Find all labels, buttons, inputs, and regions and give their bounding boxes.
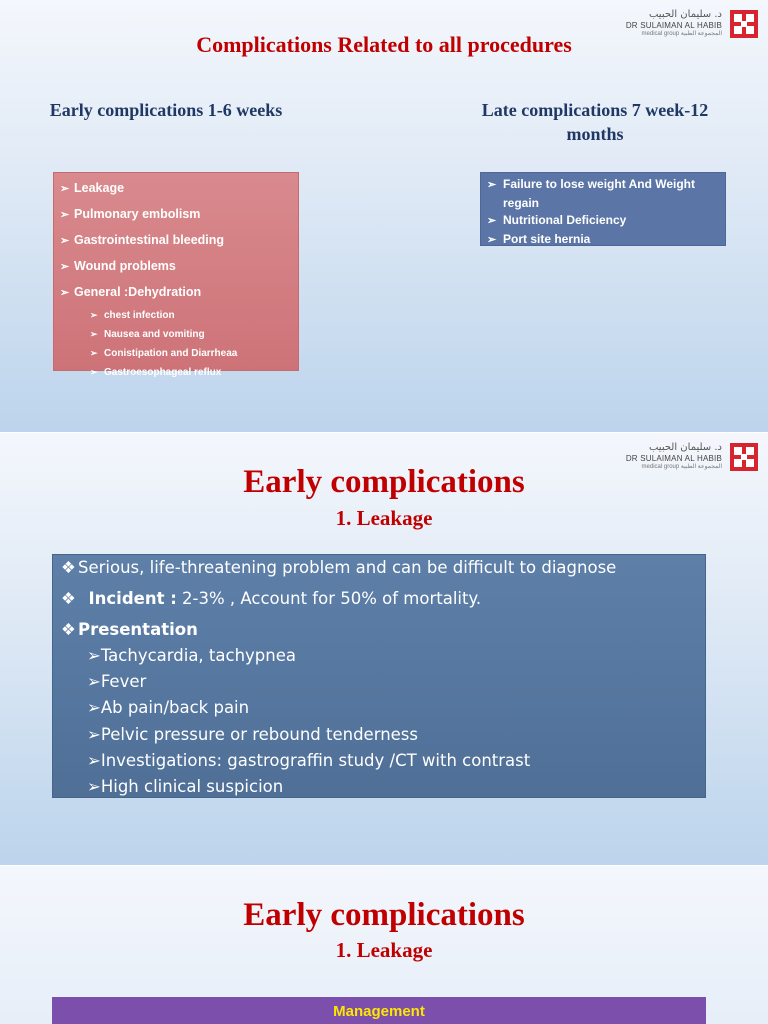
sub-list-item: ➢Fever <box>87 672 147 692</box>
arrow-bullet-icon: ➢ <box>60 261 70 273</box>
arrow-bullet-icon: ➢ <box>90 348 98 358</box>
diamond-bullet-icon: ❖ <box>61 558 76 577</box>
arrow-bullet-icon: ➢ <box>60 183 70 195</box>
slide-complications-overview <box>0 0 768 432</box>
arrow-bullet-icon: ➢ <box>87 672 101 692</box>
list-item: ➢ Failure to lose weight And Weight regain <box>487 177 696 210</box>
list-item: ➢ Port site hernia <box>487 231 719 250</box>
arrow-bullet-icon: ➢ <box>90 329 98 339</box>
arrow-bullet-icon: ➢ <box>90 310 98 320</box>
list-item: ➢ Leakage <box>60 176 292 202</box>
arrow-bullet-icon: ➢ <box>90 367 98 377</box>
sub-list-item: ➢Tachycardia, tachypnea <box>87 646 296 665</box>
arrow-bullet-icon: ➢ <box>487 233 497 246</box>
arrow-bullet-icon: ➢ <box>60 235 70 247</box>
slide-title: Complications Related to all procedures <box>196 32 572 57</box>
sub-list-item: ➢ chest infection <box>60 306 292 325</box>
slide-leakage-details <box>0 433 768 865</box>
sub-list-item: ➢Pelvic pressure or rebound tenderness <box>87 724 419 744</box>
late-complications-heading: Late complications 7 week-12 months <box>481 100 709 145</box>
sub-list-item: ➢Ab pain/back pain <box>87 698 250 718</box>
slide-subtitle: 1. Leakage <box>335 938 433 962</box>
list-item: ➢ Nutritional Deficiency <box>487 212 719 231</box>
logo-arabic-text: د. سليمان الحبيب <box>648 442 722 453</box>
incident-label: Incident : <box>88 589 177 608</box>
early-complications-heading: Early complications 1-6 weeks <box>49 100 283 120</box>
list-item: ❖ Serious, life-threatening problem and can be difficult to diagnose <box>61 555 697 581</box>
diamond-bullet-icon: ❖ <box>61 589 76 608</box>
sub-list-item: ➢Investigations: gastrograffin study /CT with contrast <box>87 750 531 770</box>
list-item: ➢ Wound problems <box>60 254 292 280</box>
sub-list-item: ➢ Nausea and vomiting <box>60 325 292 344</box>
list-item: ➢ Gastrointestinal bleeding <box>60 228 292 254</box>
sub-list-item: ➢ Conistipation and Diarrheaa <box>60 344 292 363</box>
arrow-bullet-icon: ➢ <box>87 646 101 665</box>
sub-list-item: ➢High clinical suspicion <box>87 777 284 797</box>
presentation-label: Presentation <box>78 620 198 639</box>
incident-text: 2-3% , Account for 50% of mortality. <box>176 589 482 608</box>
slide-title: Early complications <box>243 464 525 500</box>
arrow-bullet-icon: ➢ <box>87 724 101 744</box>
logo-sub-text: medical group المجموعة الطبية <box>641 31 722 37</box>
sub-list-item: ➢ Gastroesophageal reflux <box>60 363 292 382</box>
arrow-bullet-icon: ➢ <box>487 179 497 191</box>
diamond-bullet-icon: ❖ <box>61 620 76 639</box>
list-item <box>61 617 697 643</box>
arrow-bullet-icon: ➢ <box>87 698 101 718</box>
list-item <box>61 586 697 612</box>
logo-sub-text: medical group المجموعة الطبية <box>641 464 722 470</box>
slide-subtitle: 1. Leakage <box>335 506 433 530</box>
logo-arabic-text: د. سليمان الحبيب <box>648 9 722 20</box>
list-item: ➢ Pulmonary embolism <box>60 202 292 228</box>
slide-leakage-management <box>0 866 768 1024</box>
leakage-content-box <box>52 554 706 798</box>
early-complications-box <box>53 172 299 378</box>
arrow-bullet-icon: ➢ <box>87 777 101 797</box>
management-header-bar: Management <box>52 997 706 1024</box>
slide-title: Early complications <box>243 897 525 933</box>
arrow-bullet-icon: ➢ <box>60 209 70 221</box>
arrow-bullet-icon: ➢ <box>87 750 101 770</box>
logo-english-text: DR SULAIMAN AL HABIB <box>625 21 722 30</box>
arrow-bullet-icon: ➢ <box>60 287 70 299</box>
logo-english-text: DR SULAIMAN AL HABIB <box>625 454 722 463</box>
late-complications-box <box>480 172 726 246</box>
arrow-bullet-icon: ➢ <box>487 215 497 227</box>
list-item: ➢ General :Dehydration <box>60 280 292 306</box>
